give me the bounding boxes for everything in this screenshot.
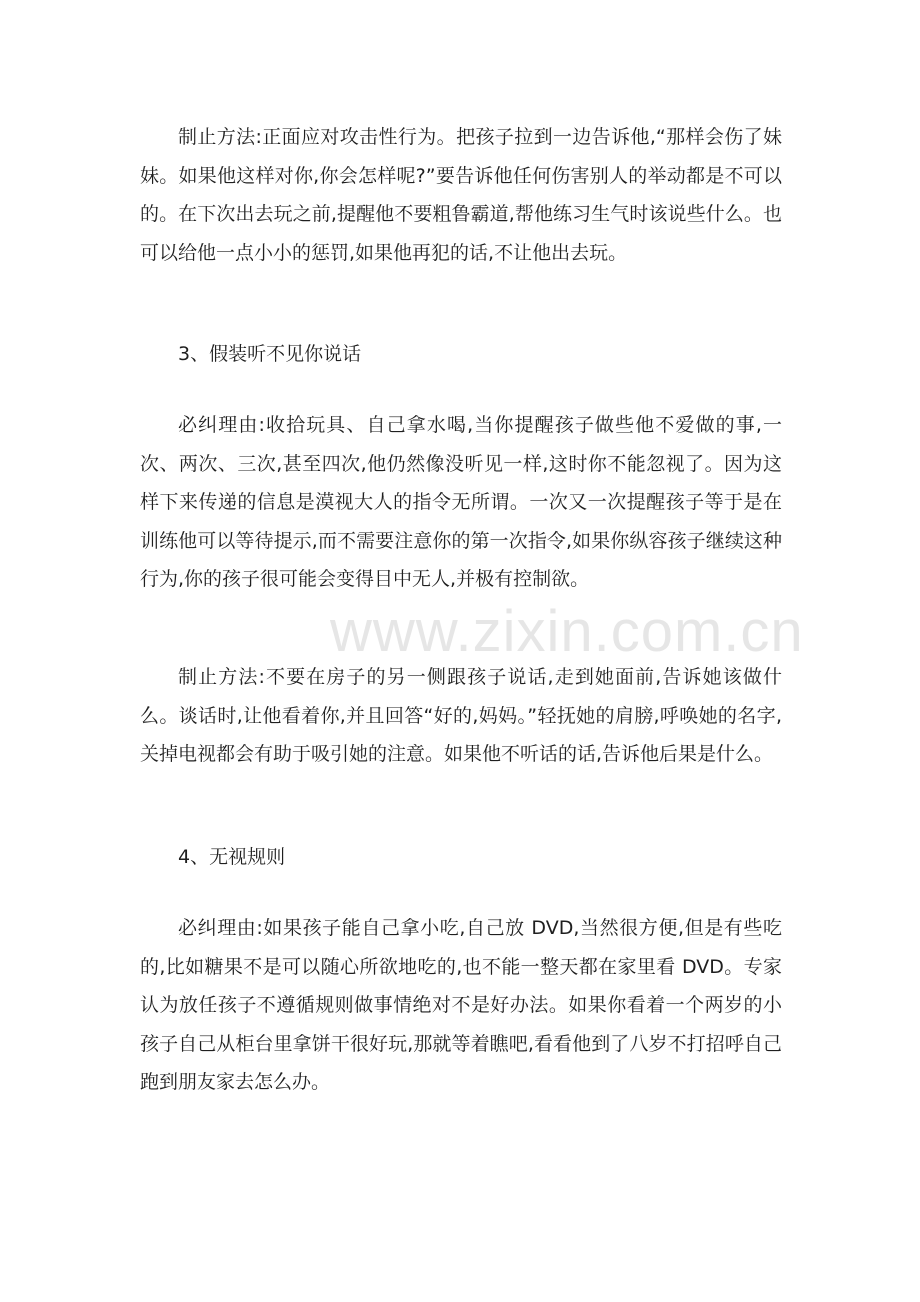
paragraph-reason-ignore-rules: 必纠理由:如果孩子能自己拿小吃,自己放 DVD,当然很方便,但是有些吃的,比如糖果不是可以随心所欲地吃的,也不能一整天都在家里看 DVD。专家认为放任孩子不遵循规则做事情绝对不是好办法。如果你看着一个两岁的小孩子自己从柜台里拿饼干很好玩,那就等着瞧吧,看看他到了八岁不打招呼自己跑到朋友家去怎么办。 [140, 917, 782, 1093]
paragraph-reason-ignore-talking: 必纠理由:收拾玩具、自己拿水喝,当你提醒孩子做些他不爱做的事,一次、两次、三次,甚至四次,他仍然像没听见一样,这时你不能忽视了。因为这样下来传递的信息是漠视大人的指令无所谓。一次又一次提醒孩子等于是在训练他可以等待提示,而不需要注意你的第一次指令,如果你纵容孩子继续这种行为,你的孩子很可能会变得目中无人,并极有控制欲。 [140, 414, 782, 590]
site-watermark: www.zixin.com.cn [330, 599, 804, 664]
section-heading-ignore-talking: 3、假装听不见你说话 [178, 343, 362, 365]
paragraph-stop-method-ignore-talking: 制止方法:不要在房子的另一侧跟孩子说话,走到她面前,告诉她该做什么。谈话时,让他看着你,并且回答“好的,妈妈。”轻抚她的肩膀,呼唤她的名字,关掉电视都会有助于吸引她的注意。如果他不听话的话,告诉他后果是什么。 [140, 666, 782, 765]
paragraph-stop-method-aggression: 制止方法:正面应对攻击性行为。把孩子拉到一边告诉他,“那样会伤了妹妹。如果他这样对你,你会怎样呢?”要告诉他任何伤害别人的举动都是不可以的。在下次出去玩之前,提醒他不要粗鲁霸道,帮他练习生气时该说些什么。也可以给他一点小小的惩罚,如果他再犯的话,不让他出去玩。 [140, 126, 782, 264]
section-heading-ignore-rules: 4、无视规则 [178, 846, 286, 868]
